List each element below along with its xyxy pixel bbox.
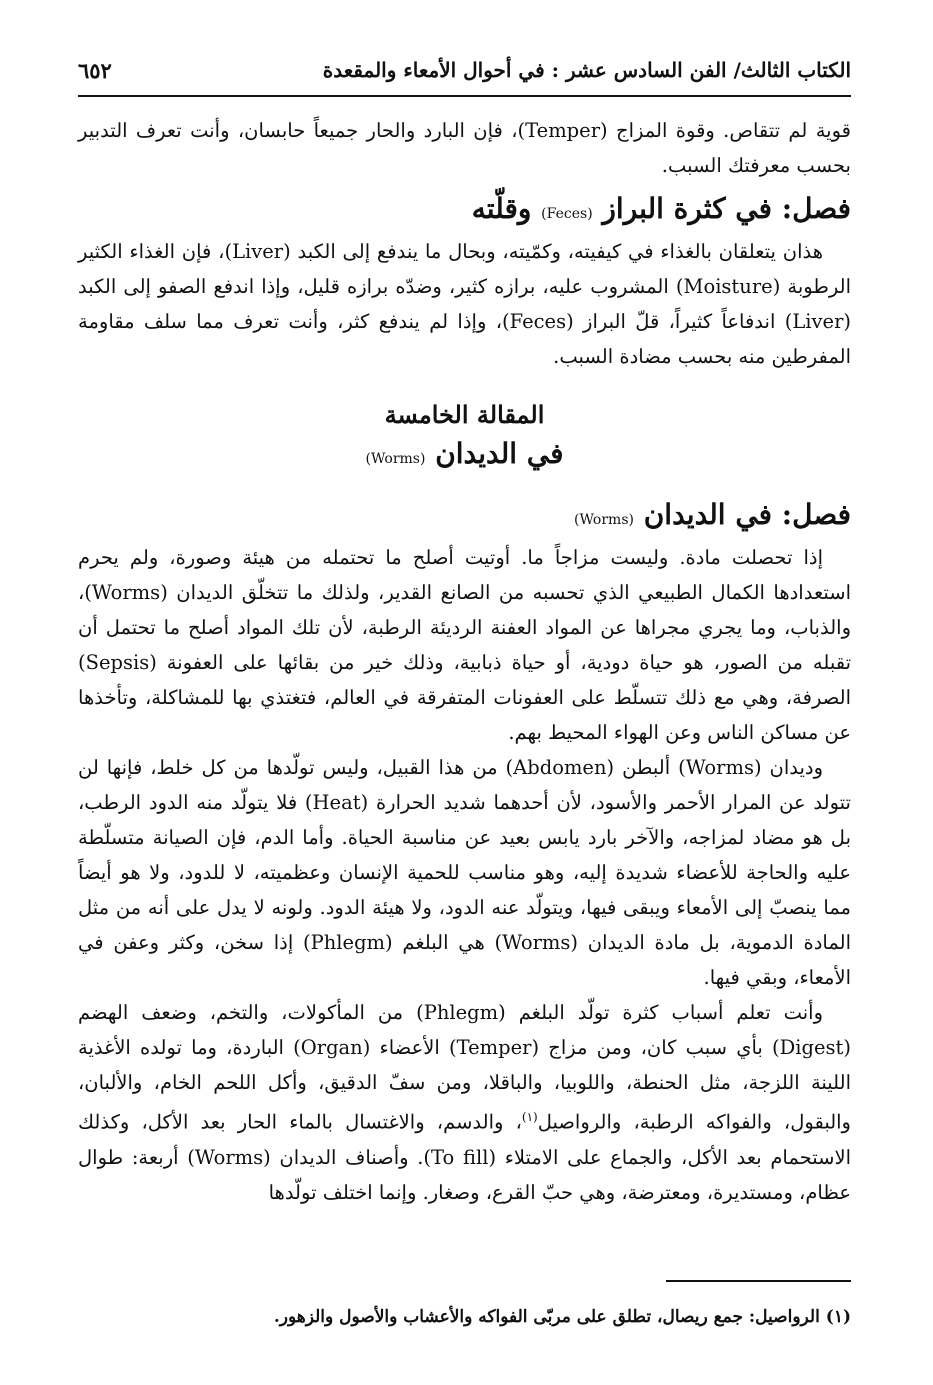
paragraph-continued: قوية لم تتقاص. وقوة المزاج (Temper)، فإن البارد والحار جميعاً حابسان، وأنت تعرف التدبير بحسب معرفتك السبب.	[78, 119, 851, 177]
paragraph-feces: هذان يتعلقان بالغذاء في كيفيته، وكمّيته، وبحال ما يندفع إلى الكبد (Liver)، فإن الغذاء الكثير الرطوبة (Moisture) المشروب عليه، برازه كثير، وضدّه برازه قليل، وإذا اندفع الصفو إلى الكبد (Liver) اندفاعاً كثيراً، قلّ البراز (Feces)، وإذا لم يندفع كثر، وأنت تعرف مما سلف مقاومة المفرطين منه بحسب مضادة السبب.	[78, 240, 852, 368]
page-number: ٦٥٢	[78, 57, 112, 83]
book-page	[78, 50, 851, 1370]
running-title: الكتاب الثالث/ الفن السادس عشر : في أحوال الأمعاء والمقعدة	[322, 58, 851, 82]
header-rule	[78, 95, 851, 97]
section-heading-worms: فصل: في الديدان (Worms)	[574, 498, 851, 531]
paragraph-worms-causes: وأنت تعلم أسباب كثرة تولّد البلغم (Phlegm) من المأكولات، والتخم، وضعف الهضم (Digest) بأي سبب كان، ومن مزاج (Temper) الأعضاء (Organ) الباردة، وما تولده الأغذية اللينة اللزجة، مثل الحنطة، واللوبيا، والباقلا، ومن سفّ الدقيق، وأكل اللحم الخام، والألبان، والبقول، والفواكه الرطبة، والرواصيل$^{(١)}$، والدسم، والاغتسال بالماء الحار بعد الأكل، وكذلك الاستحمام بعد الأكل، والجماع على الامتلاء (To fill). وأصناف الديدان (Worms) أربعة: طوال عظام، ومستديرة، ومعترضة، وهي حبّ القرع، وصغار. وإنما اختلف تولّدها	[78, 1001, 851, 1204]
paragraph-worms-abdomen: وديدان (Worms) ألبطن (Abdomen) من هذا القبيل، وليس تولّدها من كل خلط، فإنها لن تتولد عن المرار الأحمر والأسود، لأن أحدهما شديد الحرارة (Heat) فلا يتولّد منه الدود الرطب، بل هو مضاد لمزاجه، والآخر بارد يابس بعيد عن مناسبة الحياة. وأما الدم، فإن الصيانة متسلّطة عليه والحاجة للأعضاء شديدة إليه، وهو مناسب للحمية الإنسان وعظميته، لا للدود، ولا هو أيضاً مما ينصبّ إلى الأمعاء ويبقى فيها، ويتولّد عنه الدود، ولا هيئة الدود. ولونه لا يدل على أنه من مثل المادة الدموية، بل مادة الديدان (Worms) هي البلغم (Phlegm) إذا سخن، وكثر وعفن في الأمعاء، وبقي فيها.	[78, 756, 851, 989]
page-body	[78, 113, 851, 1210]
page-header	[78, 50, 851, 90]
footnote-marker: (١)	[825, 1307, 851, 1327]
footnote-text: الرواصيل: جمع ريصال، تطلق على مربّى الفواكه والأعشاب والأصول والزهور.	[273, 1307, 820, 1327]
footnote	[78, 1302, 851, 1332]
footnote-ref: (١)	[521, 1110, 538, 1124]
paragraph-worms-origin: إذا تحصلت مادة. وليست مزاجاً ما. أوتيت أصلح ما تحتمله من هيئة وصورة، ولم يحرم استعدادها الكمال الطبيعي الذي تحسبه من الصانع القدير، ولذلك ما تتخلّق الديدان (Worms)، والذباب، وما يجري مجراها عن المواد العفنة الرديئة الرطبة، لأن تلك المواد أصلح ما تحتمل أن تقبله من الصور، هو حياة دودية، أو حياة ذبابية، وذلك خير من بقائها على العفونة (Sepsis) الصرفة، وهي مع ذلك تتسلّط على العفونات المتفرقة في العالم، فتغتذي بها للمشاكلة، وتأخذها عن مساكن الناس وعن الهواء المحيط بهم.	[78, 546, 851, 744]
footnote-rule	[666, 1280, 851, 1282]
chapter-title: المقالة الخامسة	[384, 400, 545, 429]
section-heading-feces: فصل: في كثرة البراز (Feces) وقلّته	[471, 192, 851, 225]
chapter-subtitle: في الديدان (Worms)	[365, 437, 564, 470]
